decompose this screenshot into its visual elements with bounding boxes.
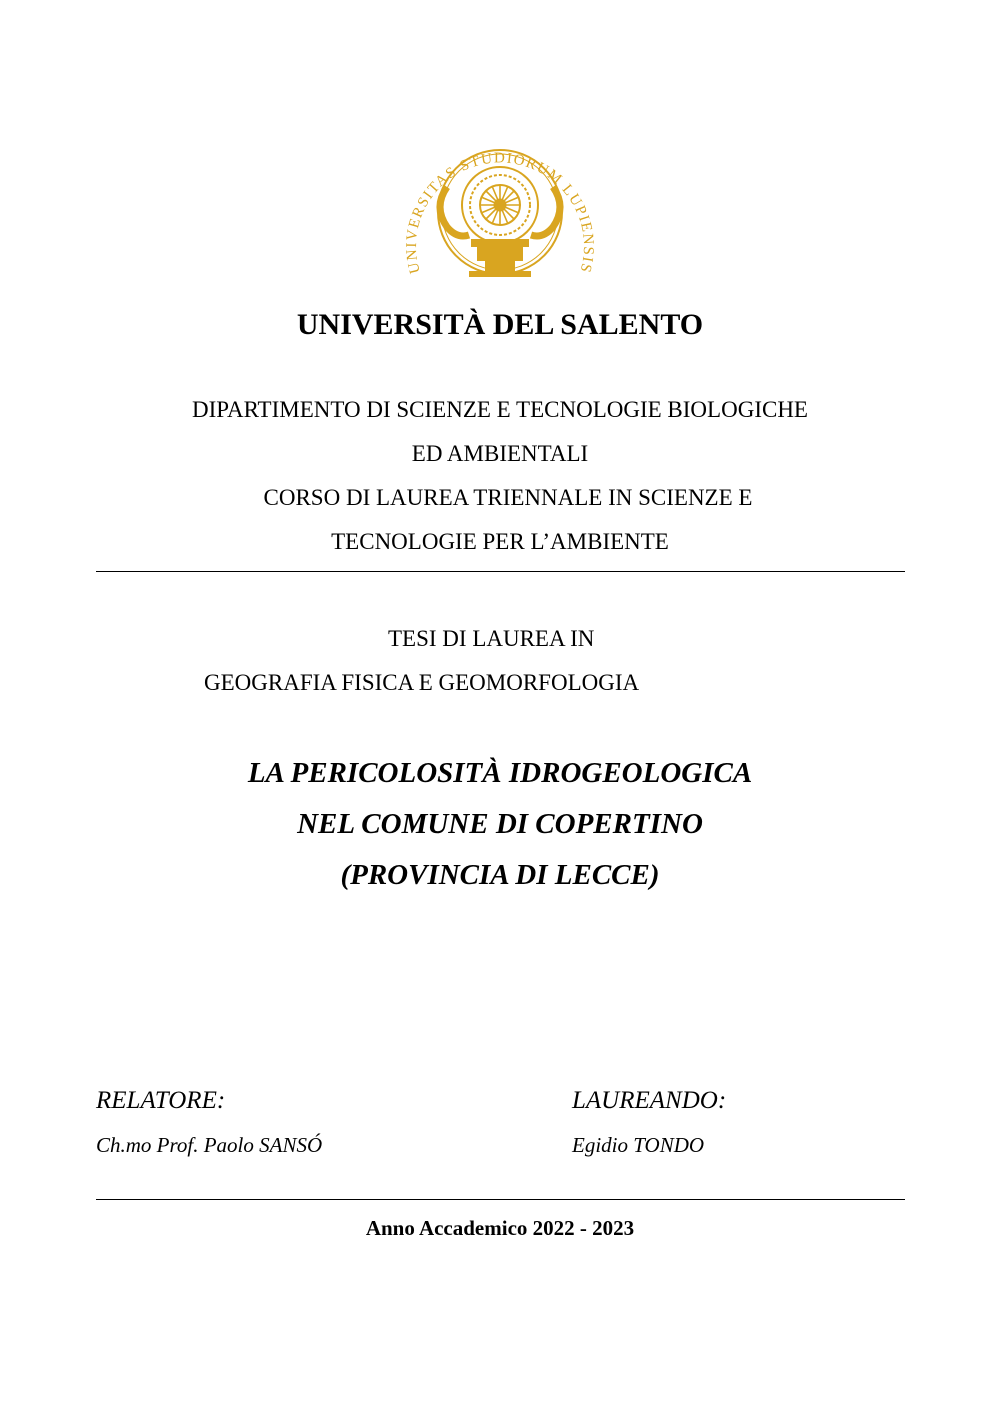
- university-seal-icon: [385, 127, 615, 297]
- academic-year: Anno Accademico 2022 - 2023: [365, 1216, 635, 1240]
- top-divider: [96, 571, 905, 572]
- department-line-2: ED AMBIENTALI: [411, 441, 589, 466]
- thesis-title-line-3: (PROVINCIA DI LECCE): [340, 859, 660, 891]
- supervisor-name: Ch.mo Prof. Paolo SANSÓ: [96, 1133, 323, 1157]
- bottom-divider: [96, 1199, 905, 1200]
- department-line-1: DIPARTIMENTO DI SCIENZE E TECNOLOGIE BIOLOGICHE: [192, 397, 808, 422]
- supervisor-label: RELATORE:: [96, 1087, 226, 1114]
- course-line-2: TECNOLOGIE PER L’AMBIENTE: [331, 529, 669, 554]
- course-line-1: CORSO DI LAUREA TRIENNALE IN SCIENZE E: [263, 485, 753, 510]
- thesis-title-line-2: NEL COMUNE DI COPERTINO: [297, 808, 703, 840]
- thesis-type-line-1: TESI DI LAUREA IN: [388, 626, 595, 651]
- university-name: UNIVERSITÀ DEL SALENTO: [296, 308, 704, 341]
- thesis-type-line-2: GEOGRAFIA FISICA E GEOMORFOLOGIA: [204, 670, 640, 695]
- candidate-label: LAUREANDO:: [572, 1087, 727, 1114]
- svg-text:UNIVERSITAS STUDIORUM LUPIENSI: UNIVERSITAS STUDIORUM LUPIENSIS: [403, 150, 597, 276]
- candidate-name: Egidio TONDO: [572, 1133, 705, 1157]
- thesis-title-line-1: LA PERICOLOSITÀ IDROGEOLOGICA: [247, 757, 753, 789]
